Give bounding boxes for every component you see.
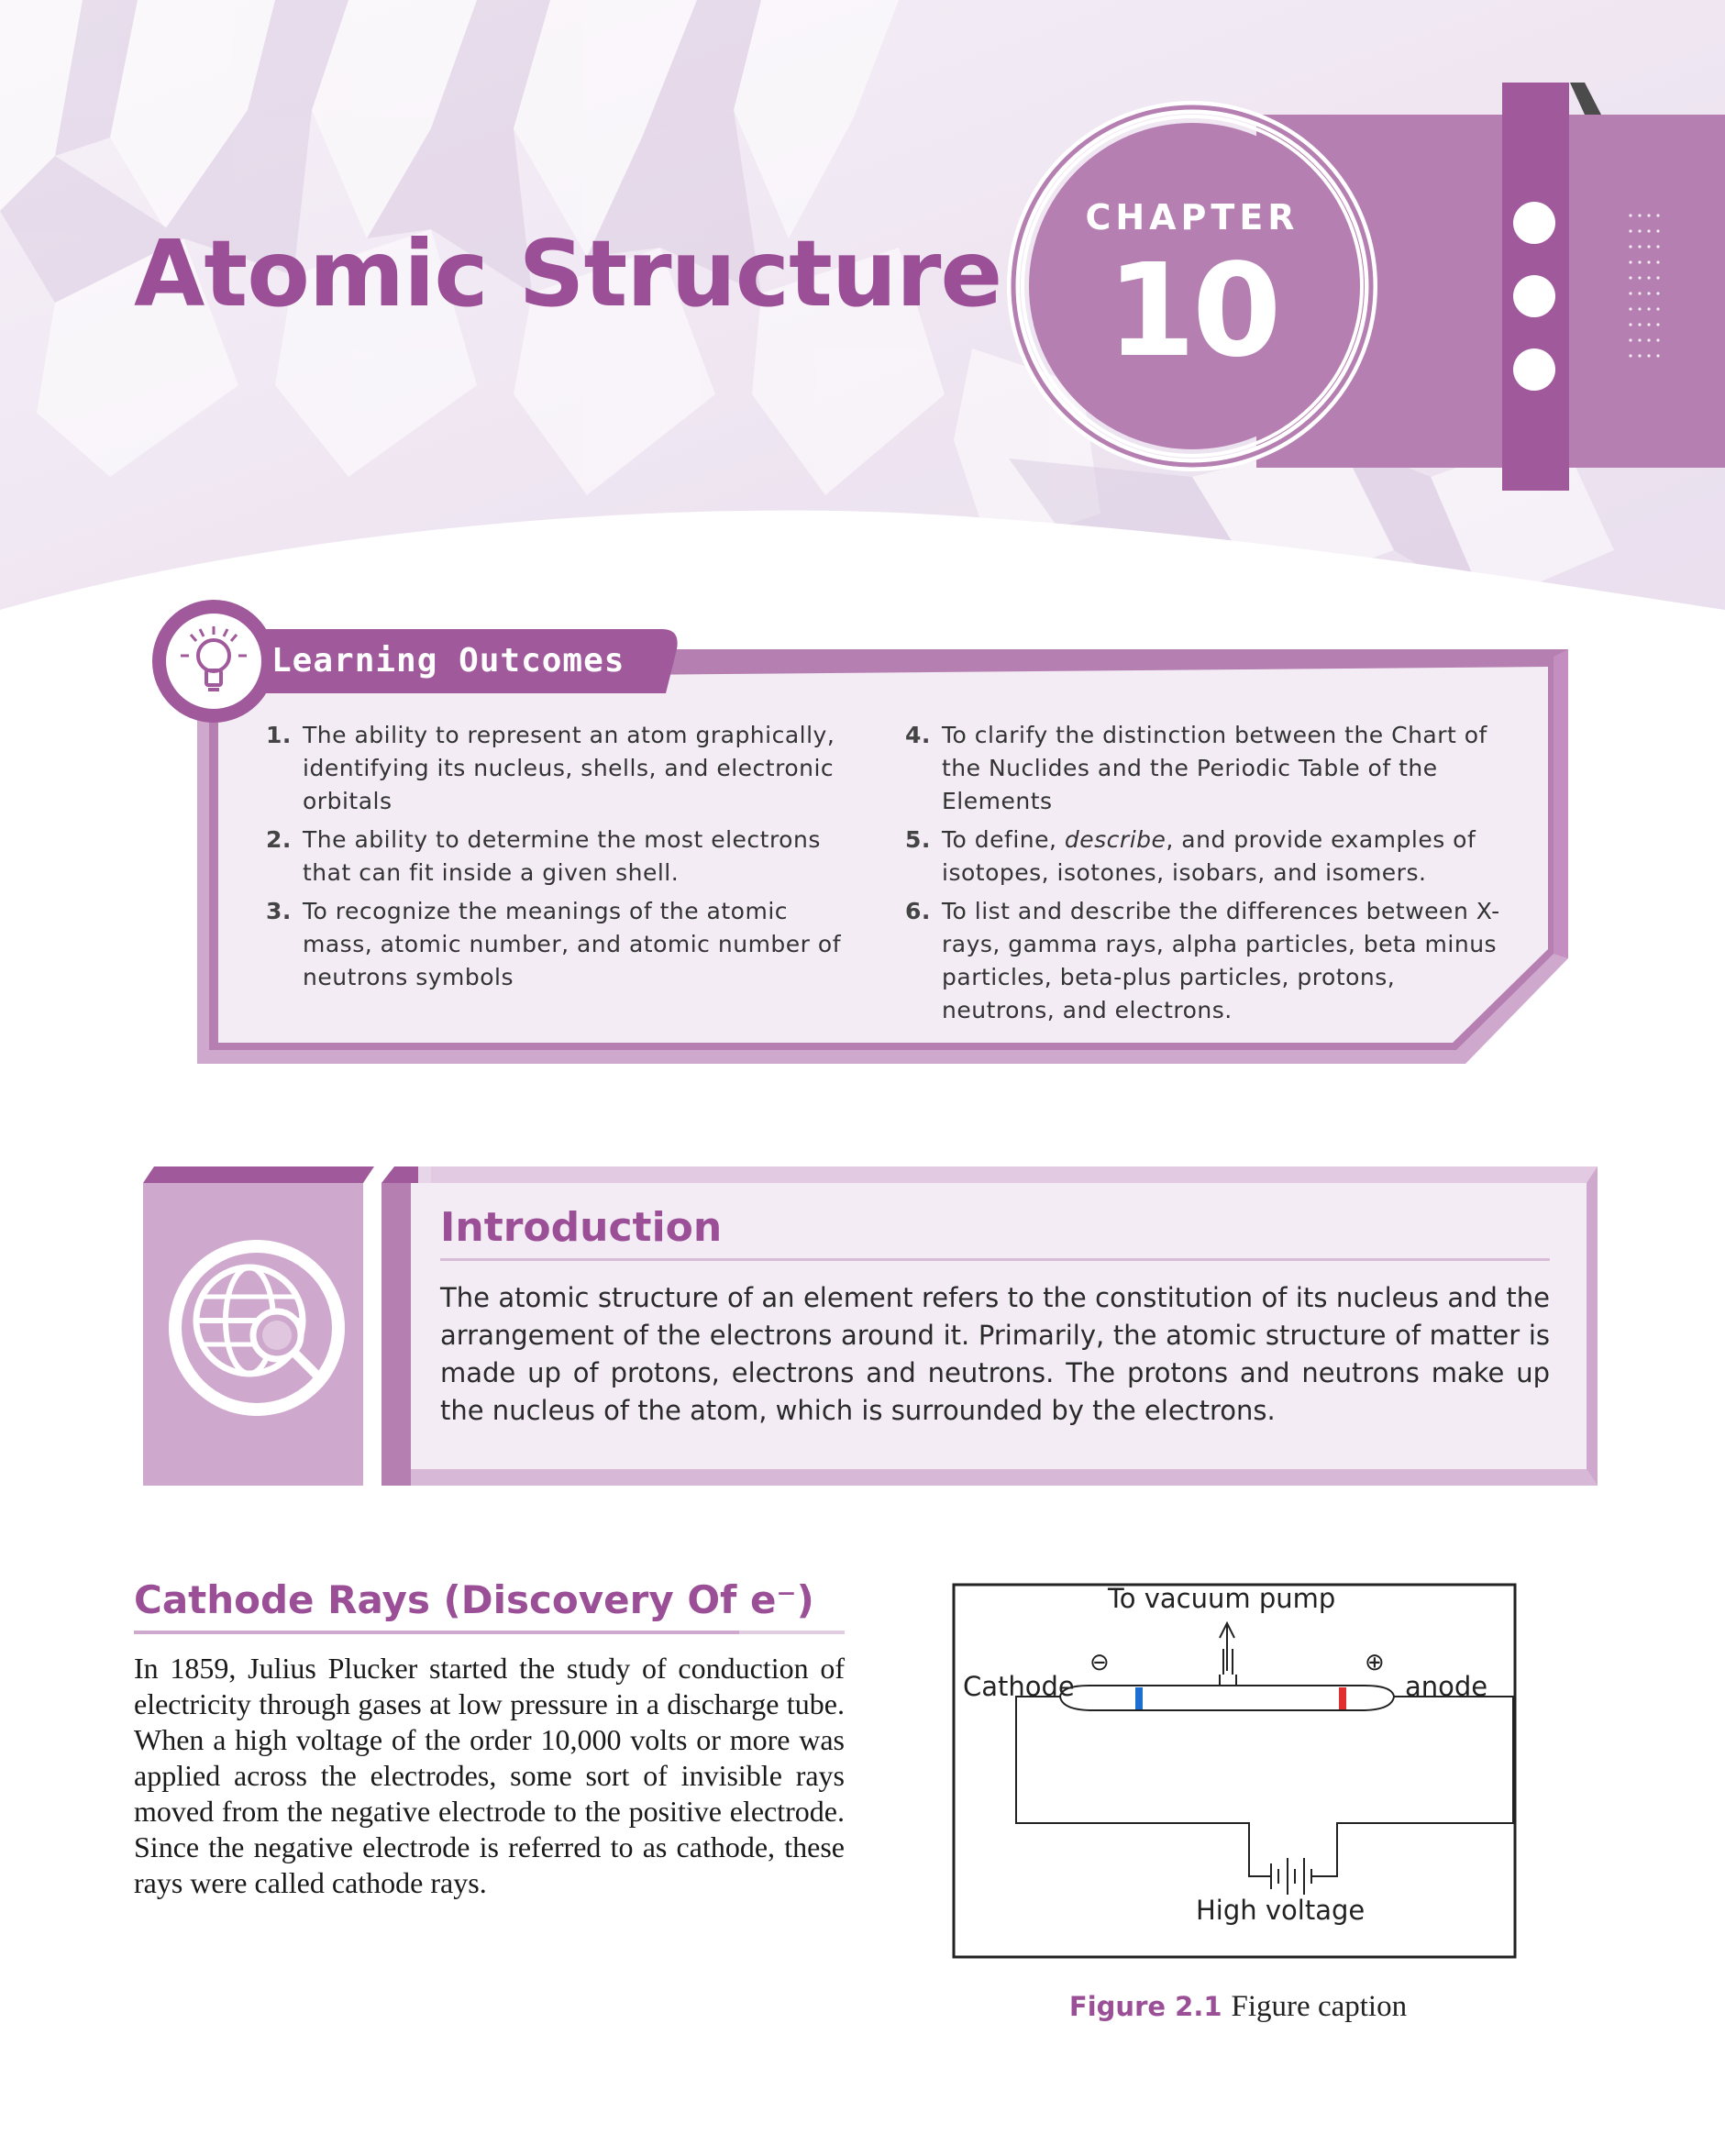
list-number: 2.	[266, 826, 292, 853]
list-item	[905, 895, 1510, 1027]
list-text-part: , and provide examples of isotopes, isotones, isobars, and isomers.	[942, 826, 1476, 886]
cathode-label: Cathode	[963, 1671, 1075, 1702]
list-text-emphasis: describe	[1064, 826, 1167, 853]
list-item	[905, 824, 1510, 890]
list-text-part: To define,	[942, 826, 1065, 853]
list-text: To list and describe the differences between X-rays, gamma rays, alpha particles, beta minus particles, beta-plus particles, protons, neutrons, and electrons.	[942, 898, 1500, 1023]
list-item	[266, 719, 862, 818]
globe-search-icon	[169, 1240, 345, 1416]
high-voltage-label: High voltage	[1196, 1895, 1366, 1926]
list-number: 5.	[905, 826, 931, 853]
list-number: 3.	[266, 898, 292, 924]
heading-divider-accent	[134, 1631, 739, 1634]
figure-label: Figure 2.1	[1068, 1991, 1222, 2022]
learning-outcomes-title: Learning Outcomes	[271, 642, 625, 680]
list-text: To recognize the meanings of the atomic mass, atomic number, and atomic number of neutrons symbols	[303, 898, 841, 990]
list-item	[266, 895, 862, 994]
list-number: 6.	[905, 898, 931, 924]
learning-outcomes-list-right	[905, 719, 1510, 1033]
heading-divider	[440, 1258, 1550, 1261]
list-text: To clarify the distinction between the Chart of the Nuclides and the Periodic Table of the Elements	[942, 722, 1487, 814]
chapter-label: CHAPTER	[1085, 197, 1299, 238]
list-item	[266, 824, 862, 890]
list-text	[942, 826, 1476, 886]
list-item	[905, 719, 1510, 818]
vacuum-pump-label: To vacuum pump	[1108, 1583, 1336, 1614]
page-title: Atomic Structure	[134, 220, 1002, 327]
lightbulb-icon	[152, 600, 275, 723]
list-number: 4.	[905, 722, 931, 748]
section-heading: Cathode Rays (Discovery Of e⁻)	[134, 1577, 814, 1622]
introduction-paragraph: The atomic structure of an element refers to the constitution of its nucleus and the arrangement of the electrons around it. Primarily, the atomic structure of matter is made up of protons, electrons and neutrons. The protons and neutrons make up the nucleus of the atom, which is surrounded by the electrons.	[440, 1282, 1550, 1426]
minus-icon: ⊖	[1089, 1649, 1110, 1676]
figure-caption	[954, 1990, 1522, 2024]
list-number: 1.	[266, 722, 292, 748]
discharge-tube-figure	[952, 1583, 1517, 1959]
chapter-number: 10	[1106, 237, 1278, 386]
anode-label: anode	[1405, 1671, 1488, 1702]
list-text: The ability to determine the most electrons that can fit inside a given shell.	[303, 826, 821, 886]
plus-icon: ⊕	[1365, 1649, 1385, 1676]
learning-outcomes-list-left	[266, 719, 862, 1000]
list-text: The ability to represent an atom graphically, identifying its nucleus, shells, and electronic orbitals	[303, 722, 835, 814]
introduction-heading: Introduction	[440, 1204, 723, 1251]
figure-caption-text: Figure caption	[1231, 1990, 1408, 2023]
section-paragraph: In 1859, Julius Plucker started the study of conduction of electricity through gases at low pressure in a discharge tube. When a high voltage of the order 10,000 volts or more was applied across the electrodes, some sort of invisible rays moved from the negative electrode to the positive electrode. Since the negative electrode is referred to as cathode, these rays were called cathode rays.	[134, 1652, 845, 1899]
